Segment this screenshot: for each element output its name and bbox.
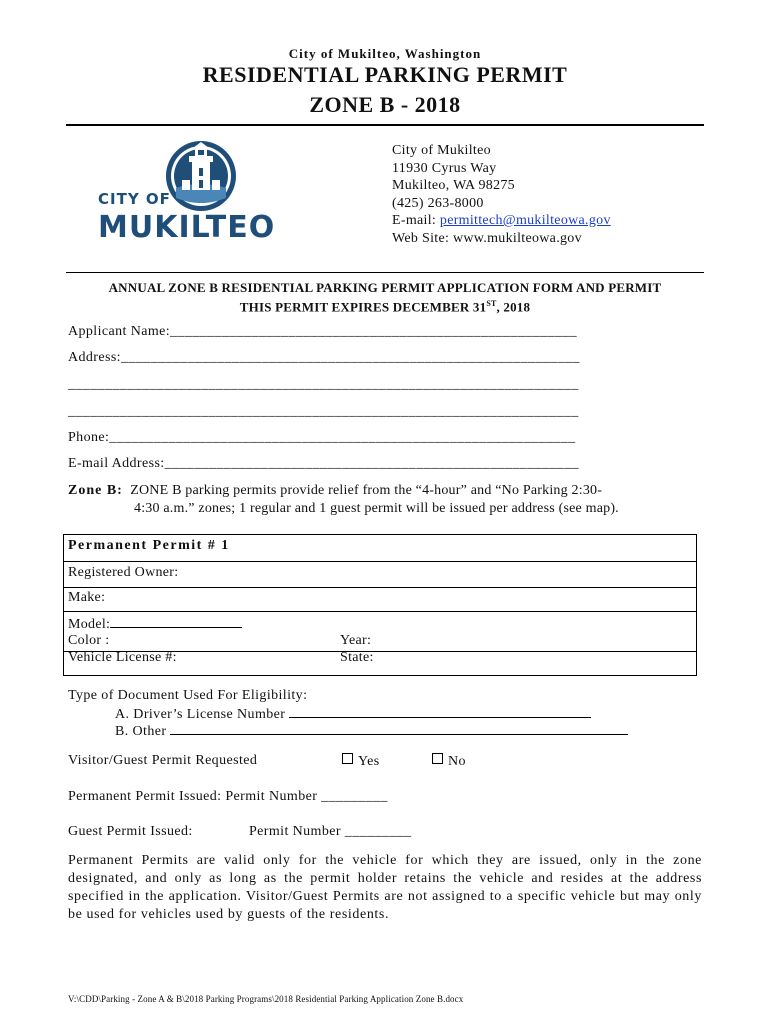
contact-email-row: [392, 212, 611, 230]
expiry-year: , 2018: [496, 299, 531, 315]
header-divider: [66, 124, 704, 126]
permit-title: Permanent Permit # 1: [68, 538, 230, 553]
guest-permit-issued-label: Guest Permit Issued:: [68, 824, 193, 839]
other-document-line[interactable]: [170, 722, 628, 735]
address-line2-field[interactable]: _____________________________________________________________________: [68, 377, 579, 392]
phone-field[interactable]: Phone:_______________________________________________________________: [68, 430, 576, 445]
form-heading: [0, 280, 770, 315]
year-label: Year:: [340, 633, 372, 648]
city-heading: City of Mukilteo, Washington: [288, 46, 482, 61]
zone-text-line1: ZONE B parking permits provide relief from the “4-hour” and “No Parking 2:30-: [130, 483, 603, 498]
model-underline[interactable]: [110, 614, 242, 628]
contact-email-link[interactable]: permittech@mukilteowa.gov: [439, 213, 611, 228]
make-row[interactable]: [63, 588, 697, 612]
color-label: Color :: [68, 633, 110, 648]
option-b-label: B. Other: [115, 724, 167, 739]
applicant-name-field[interactable]: Applicant Name:_______________________________________________________: [68, 324, 578, 339]
registered-owner-row[interactable]: [63, 562, 697, 588]
expiry-sup: ST: [486, 299, 497, 308]
address-field[interactable]: Address:______________________________________________________________: [68, 350, 580, 365]
registered-owner-label: Registered Owner:: [68, 565, 179, 580]
file-path-footer: V:\CDD\Parking - Zone A & B\2018 Parking Programs\2018 Residential Parking Application Zone B.docx: [68, 994, 464, 1004]
section-divider: [66, 272, 704, 273]
form-heading-line1: ANNUAL ZONE B RESIDENTIAL PARKING PERMIT APPLICATION FORM AND PERMIT: [108, 280, 662, 295]
email-field[interactable]: E-mail Address:________________________________________________________: [68, 456, 579, 471]
zone-text-line2: 4:30 a.m.” zones; 1 regular and 1 guest permit will be issued per address (see map).: [134, 501, 619, 516]
license-row[interactable]: [63, 652, 697, 676]
contact-name: City of Mukilteo: [392, 143, 491, 158]
address-line3-field[interactable]: _____________________________________________________________________: [68, 404, 579, 419]
logo-city-of: CITY OF: [98, 190, 171, 208]
zone-description: [68, 482, 708, 518]
no-label: No: [448, 754, 466, 769]
no-checkbox-icon[interactable]: [432, 753, 443, 764]
model-label-text: Model:: [68, 617, 111, 632]
yes-checkbox-icon[interactable]: [342, 753, 353, 764]
terms-paragraph: Permanent Permits are valid only for the vehicle for which they are issued, only in the zone designated, and only as long as the permit holder retains the vehicle and resides at the address specified in the application. Visitor/Guest Permits are not assigned to a specific vehicle but may only be used for vehicles used by guests of the residents.: [68, 853, 702, 922]
document-title: RESIDENTIAL PARKING PERMIT: [202, 62, 568, 87]
model-label: [68, 614, 242, 633]
contact-city: Mukilteo, WA 98275: [392, 178, 515, 193]
state-label: State:: [340, 650, 374, 665]
eligibility-option-b[interactable]: [115, 722, 628, 740]
expiry-text: THIS PERMIT EXPIRES DECEMBER 31: [239, 299, 487, 315]
visitor-yes-option[interactable]: [342, 753, 380, 770]
contact-street: 11930 Cyrus Way: [392, 160, 497, 176]
eligibility-option-a[interactable]: [115, 705, 591, 723]
logo-mukilteo: MUKILTEO: [98, 210, 276, 245]
guest-permit-number[interactable]: Permit Number _________: [249, 824, 412, 839]
visitor-label: Visitor/Guest Permit Requested: [68, 753, 258, 768]
document-subtitle: ZONE B - 2018: [309, 92, 461, 117]
model-row[interactable]: [63, 612, 697, 652]
license-number-line[interactable]: [289, 705, 591, 718]
contact-website: Web Site: www.mukilteowa.gov: [392, 230, 582, 246]
permit-title-row: [63, 534, 697, 562]
visitor-no-option[interactable]: [432, 753, 466, 770]
eligibility-heading: Type of Document Used For Eligibility:: [68, 688, 308, 703]
zone-label: Zone B:: [68, 483, 123, 498]
license-label: Vehicle License #:: [68, 650, 177, 665]
option-a-label: A. Driver’s License Number: [115, 707, 286, 722]
contact-email-label: E-mail:: [392, 213, 440, 228]
permanent-permit-issued[interactable]: Permanent Permit Issued: Permit Number _________: [68, 789, 388, 804]
yes-label: Yes: [358, 754, 380, 769]
make-label: Make:: [68, 590, 106, 605]
form-heading-line2: [0, 296, 770, 315]
contact-phone: (425) 263-8000: [392, 195, 484, 211]
contact-block: [392, 142, 611, 247]
